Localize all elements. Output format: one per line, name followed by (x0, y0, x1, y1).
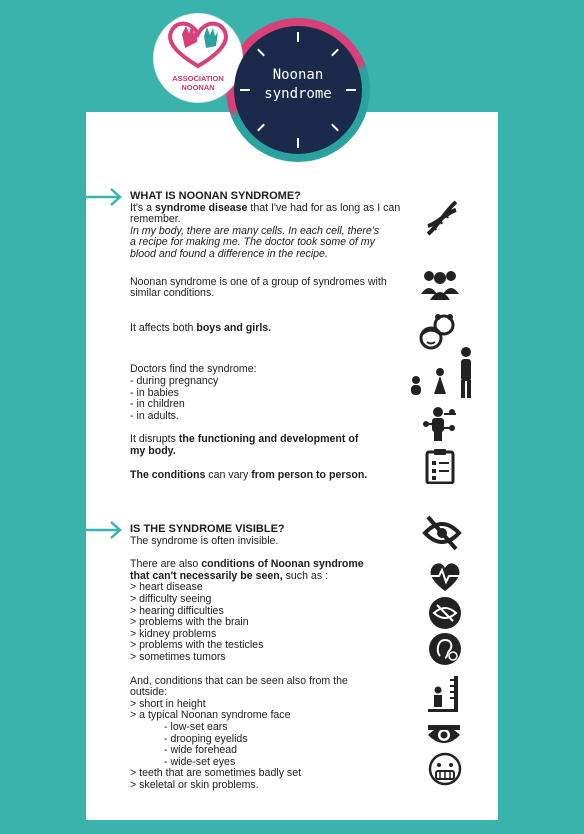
eye-icon (426, 722, 462, 748)
list-item: > short in height (130, 697, 206, 710)
paragraph-varies: The conditions can vary from person to person. (130, 468, 368, 481)
arrow-icon (86, 187, 124, 207)
list-item: - low-set ears (164, 720, 228, 733)
section-heading: WHAT IS NOONAN SYNDROME? (130, 190, 301, 202)
clipboard-icon (424, 448, 456, 484)
paragraph-group: Noonan syndrome is one of a group of syndromes with similar conditions. (130, 275, 387, 300)
association-logo (154, 14, 242, 102)
badge-title (234, 66, 362, 104)
list-visible-conditions-more (130, 768, 410, 791)
section-visible (130, 524, 410, 791)
vision-icon (428, 596, 462, 630)
logo-line1: ASSOCIATION (172, 74, 224, 83)
list-item: - drooping eyelids (164, 732, 248, 745)
paragraph-invisible: The syndrome is often invisible. (130, 534, 279, 547)
heart-hands-icon (154, 14, 242, 74)
badge-line1: Noonan (272, 67, 324, 83)
list-detection (130, 376, 410, 422)
dna-icon (420, 196, 464, 240)
paragraph-doctors: Doctors find the syndrome: (130, 363, 257, 376)
development-icon (420, 404, 460, 442)
list-item: - wide-set eyes (164, 755, 236, 768)
family-icon (408, 344, 480, 400)
list-item: > kidney problems (130, 627, 217, 640)
list-item: - in babies (130, 386, 179, 399)
list-item: > hearing difficulties (130, 604, 224, 617)
paragraph-visible-conditions: And, conditions that can be seen also from the outside: (130, 674, 348, 699)
paragraph-cells: In my body, there are many cells. In each cell, there's a recipe for making me. The doctor took some of my blood and found a difference in the recipe. (130, 224, 380, 260)
list-item: - wide forehead (164, 744, 238, 757)
list-item: > skeletal or skin problems. (130, 778, 259, 791)
section-what-is (130, 191, 410, 481)
paragraph-intro: It's a syndrome disease that I've had for as long as I can remember. (130, 201, 401, 226)
list-face-features (130, 722, 410, 768)
list-item: - during pregnancy (130, 374, 219, 387)
list-item: > a typical Noonan syndrome face (130, 709, 291, 722)
eye-slash-icon (422, 514, 462, 552)
heart-pulse-icon (428, 562, 462, 592)
ear-icon (428, 632, 462, 666)
list-item: > heart disease (130, 581, 203, 594)
list-item: > problems with the testicles (130, 639, 264, 652)
logo-line2: NOONAN (181, 83, 215, 92)
list-item: - in adults. (130, 409, 179, 422)
paragraph-affects: It affects both boys and girls. (130, 321, 272, 334)
title-badge (234, 26, 362, 154)
list-hidden-conditions (130, 582, 410, 663)
paragraph-hidden-conditions: There are also conditions of Noonan syndrome that can't necessarily be seen, such as : (130, 558, 364, 582)
list-item: - in children (130, 398, 185, 411)
list-item: > difficulty seeing (130, 592, 212, 605)
badge-line2: syndrome (264, 86, 332, 102)
height-icon (426, 674, 462, 714)
list-item: > problems with the brain (130, 616, 249, 629)
section-heading: IS THE SYNDROME VISIBLE? (130, 523, 285, 535)
arrow-icon (86, 520, 124, 540)
paragraph-disrupts: It disrupts the functioning and development of my body. (130, 433, 359, 457)
group-icon (420, 268, 460, 300)
list-item: > teeth that are sometimes badly set (130, 767, 302, 780)
list-item: > sometimes tumors (130, 650, 226, 663)
list-visible-conditions (130, 699, 410, 722)
face-teeth-icon (428, 752, 462, 786)
